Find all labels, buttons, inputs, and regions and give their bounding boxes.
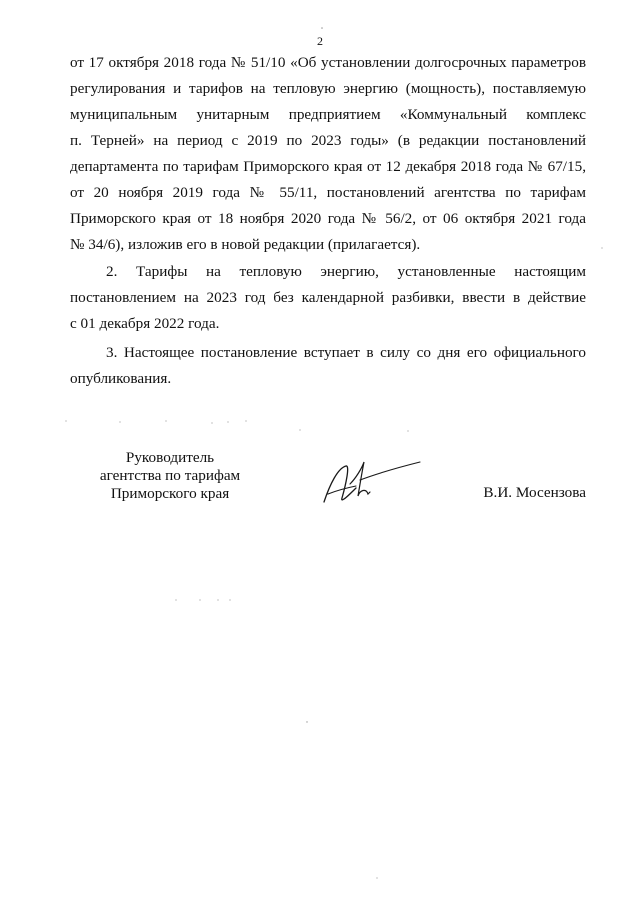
- text-line: 3. Настоящее постановление вступает в силу со дня его официального: [106, 344, 586, 361]
- signatory-position: [70, 449, 270, 503]
- position-line: агентства по тарифам: [99, 467, 241, 484]
- text-line: 2. Тарифы на тепловую энергию, установленные настоящим: [106, 263, 586, 280]
- text-line: № 34/6), изложив его в новой редакции (прилагается).: [70, 236, 421, 253]
- text-line: опубликования.: [70, 370, 172, 387]
- page-number: 2: [317, 34, 323, 48]
- text-line: муниципальным унитарным предприятием «Коммунальный комплекс: [70, 106, 586, 123]
- text-line: постановлением на 2023 год без календарной разбивки, ввести в действие: [70, 289, 586, 306]
- position-line: Приморского края: [110, 485, 230, 502]
- text-line: регулирования и тарифов на тепловую энергию (мощность), поставляемую: [70, 80, 586, 97]
- text-line: департамента по тарифам Приморского края от 12 декабря 2018 года № 67/15,: [70, 158, 586, 175]
- text-line: с 01 декабря 2022 года.: [70, 315, 220, 332]
- text-line: Приморского края от 18 ноября 2020 года № 56/2, от 06 октября 2021 года: [70, 210, 586, 227]
- position-line: Руководитель: [125, 449, 215, 466]
- signer-name: В.И. Мосензова: [483, 484, 586, 501]
- handwritten-signature: [316, 454, 428, 516]
- text-line: от 17 октября 2018 года № 51/10 «Об установлении долгосрочных параметров: [70, 54, 586, 71]
- paragraph-3-entry-into-force: [70, 340, 586, 392]
- paragraph-2-tariff-effective-date: [70, 259, 586, 337]
- paragraph-1-continuation: [70, 50, 586, 258]
- text-line: п. Терней» на период с 2019 по 2023 годы» (в редакции постановлений: [70, 132, 586, 149]
- text-line: от 20 ноября 2019 года № 55/11, постановлений агентства по тарифам: [70, 184, 586, 201]
